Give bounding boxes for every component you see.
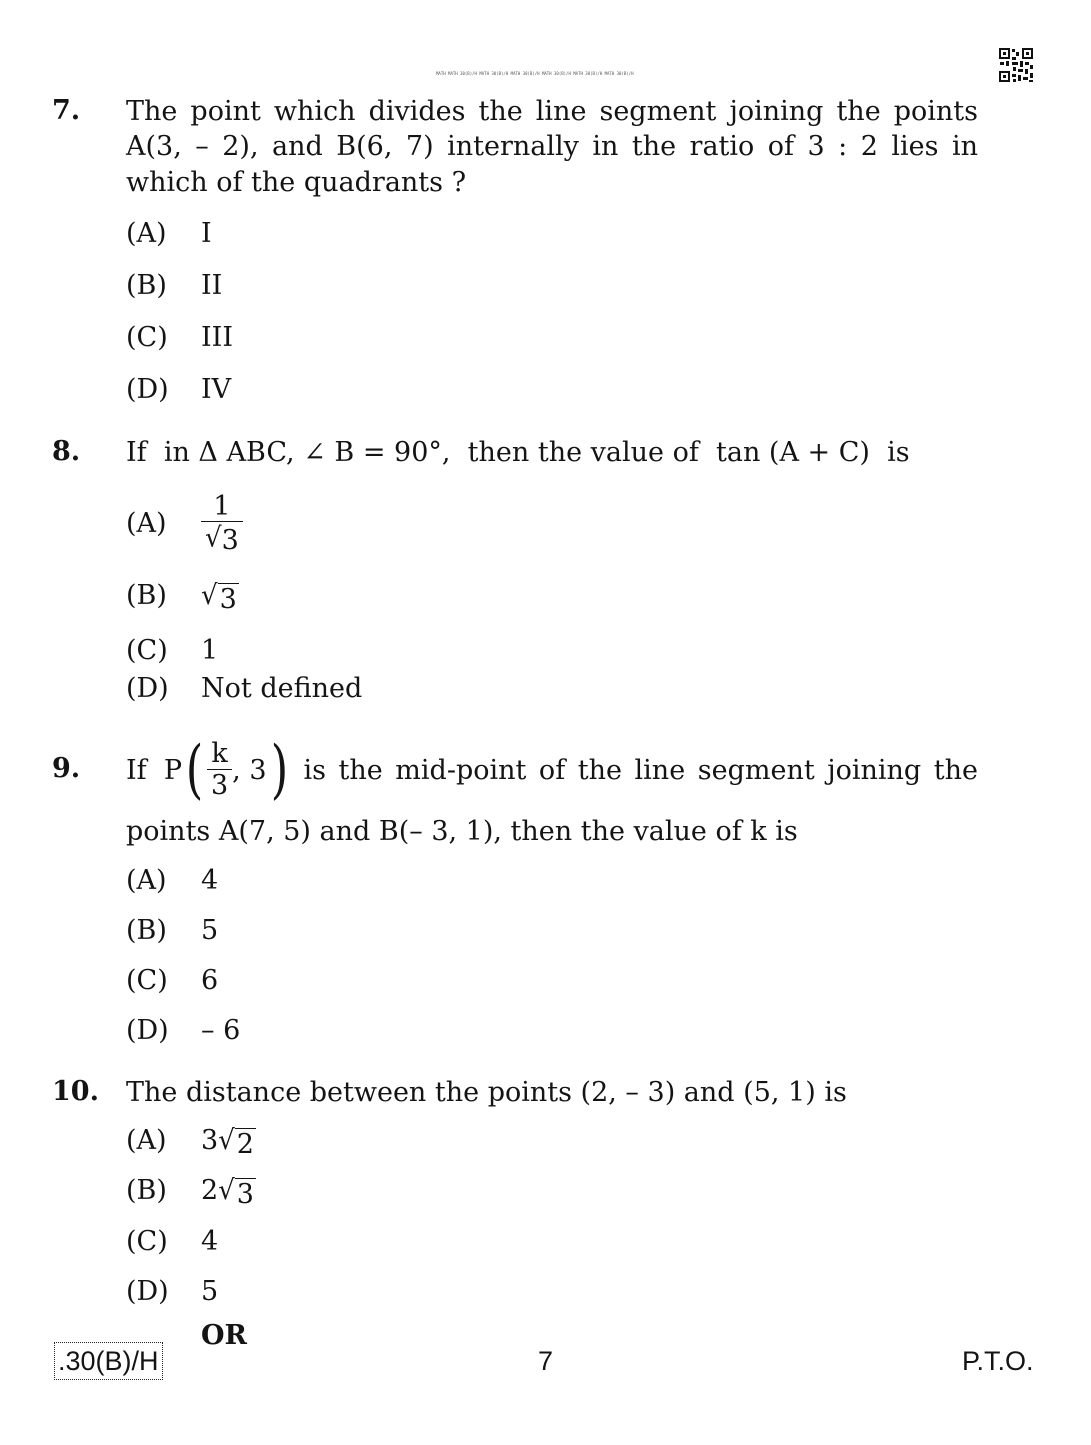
question-number: 8. [52, 436, 81, 467]
radicand: 2 [236, 1129, 254, 1160]
option-label: (B) [126, 580, 167, 611]
radicand: 3 [236, 1179, 254, 1210]
option-b [126, 269, 222, 303]
radical-sign: √ [201, 580, 218, 612]
option-text: 4 [201, 1226, 219, 1257]
coefficient: 3 [201, 1125, 219, 1156]
question-text-pre: If P [126, 754, 182, 786]
option-text: II [201, 270, 223, 301]
option-b [126, 579, 239, 613]
option-label: (C) [126, 965, 168, 996]
option-label: (A) [126, 218, 167, 249]
option-text: III [201, 322, 233, 353]
fraction-denominator [201, 521, 243, 556]
radicand: 3 [219, 584, 237, 615]
or-separator: OR [201, 1320, 247, 1351]
question-text-line: points A(7, 5) and B(– 3, 1), then the value of k is [126, 816, 798, 847]
option-a [126, 864, 218, 898]
question-text-line: which of the quadrants ? [126, 167, 467, 198]
option-label: (D) [126, 673, 169, 704]
page-number: 7 [538, 1346, 554, 1376]
option-b [126, 1174, 256, 1208]
option-text: – 6 [201, 1015, 241, 1046]
option-text: 5 [201, 1276, 219, 1307]
option-label: (B) [126, 270, 167, 301]
square-root [201, 580, 239, 615]
question-number: 10. [52, 1076, 99, 1107]
square-root [218, 1125, 256, 1160]
coordinate: , 3 [232, 754, 267, 786]
option-label: (A) [126, 508, 167, 539]
option-text: 6 [201, 965, 219, 996]
header-microtext: MATH MATH 30(B)/H MATH 30(B)/H MATH 30(B)/H MATH 30(B)/H MATH 30(B)/H MATH 30(B)/H [436, 71, 634, 76]
option-text: 1 [201, 635, 219, 666]
radicand: 3 [221, 525, 239, 557]
question-text: The distance between the points (2, – 3) and (5, 1) is [126, 1077, 847, 1108]
radical-sign: √ [205, 522, 222, 554]
question-number: 7. [52, 95, 81, 126]
option-text: IV [201, 374, 232, 405]
left-paren: ( [185, 733, 204, 807]
option-label: (D) [126, 374, 169, 405]
option-label: (B) [126, 915, 167, 946]
option-label: (D) [126, 1015, 169, 1046]
option-label: (C) [126, 322, 168, 353]
paper-code: .30(B)/H [54, 1342, 163, 1380]
fraction-numerator: 1 [213, 490, 231, 522]
pto-label: P.T.O. [962, 1346, 1034, 1376]
option-b [126, 914, 218, 948]
question-text-post: is the mid-point of the line segment joining the [303, 754, 978, 786]
option-text: 5 [201, 915, 219, 946]
square-root [205, 522, 239, 557]
option-a [126, 217, 212, 251]
option-a [126, 486, 243, 562]
option-d [126, 373, 231, 407]
option-text: I [201, 218, 212, 249]
option-label: (A) [126, 865, 167, 896]
square-root [218, 1175, 256, 1210]
option-c [126, 964, 218, 998]
option-a [126, 1124, 256, 1158]
question-text: If in Δ ABC, ∠ B = 90°, then the value of tan (A + C) is [126, 437, 910, 468]
option-label: (D) [126, 1276, 169, 1307]
fraction [201, 492, 243, 557]
radical-sign: √ [218, 1175, 235, 1207]
option-c [126, 321, 233, 355]
qr-code-icon [998, 47, 1034, 83]
question-text-line: A(3, – 2), and B(6, 7) internally in the ratio of 3 : 2 lies in [126, 131, 978, 162]
option-c [126, 634, 218, 668]
question-text-line: The point which divides the line segment joining the points [126, 96, 978, 127]
option-d [126, 672, 362, 706]
question-line-1 [126, 730, 978, 810]
option-label: (C) [126, 1226, 168, 1257]
option-label: (C) [126, 635, 168, 666]
question-number: 9. [52, 753, 81, 784]
fraction-denominator: 3 [207, 769, 232, 801]
option-c [126, 1225, 218, 1259]
option-text: Not defined [201, 673, 363, 704]
option-d [126, 1014, 240, 1048]
option-d [126, 1275, 218, 1309]
right-paren: ) [270, 733, 288, 807]
coefficient: 2 [201, 1175, 219, 1206]
option-label: (B) [126, 1175, 167, 1206]
option-label: (A) [126, 1125, 167, 1156]
fraction-numerator: k [211, 738, 228, 770]
option-text: 4 [201, 865, 219, 896]
fraction [207, 739, 232, 801]
radical-sign: √ [218, 1125, 235, 1157]
